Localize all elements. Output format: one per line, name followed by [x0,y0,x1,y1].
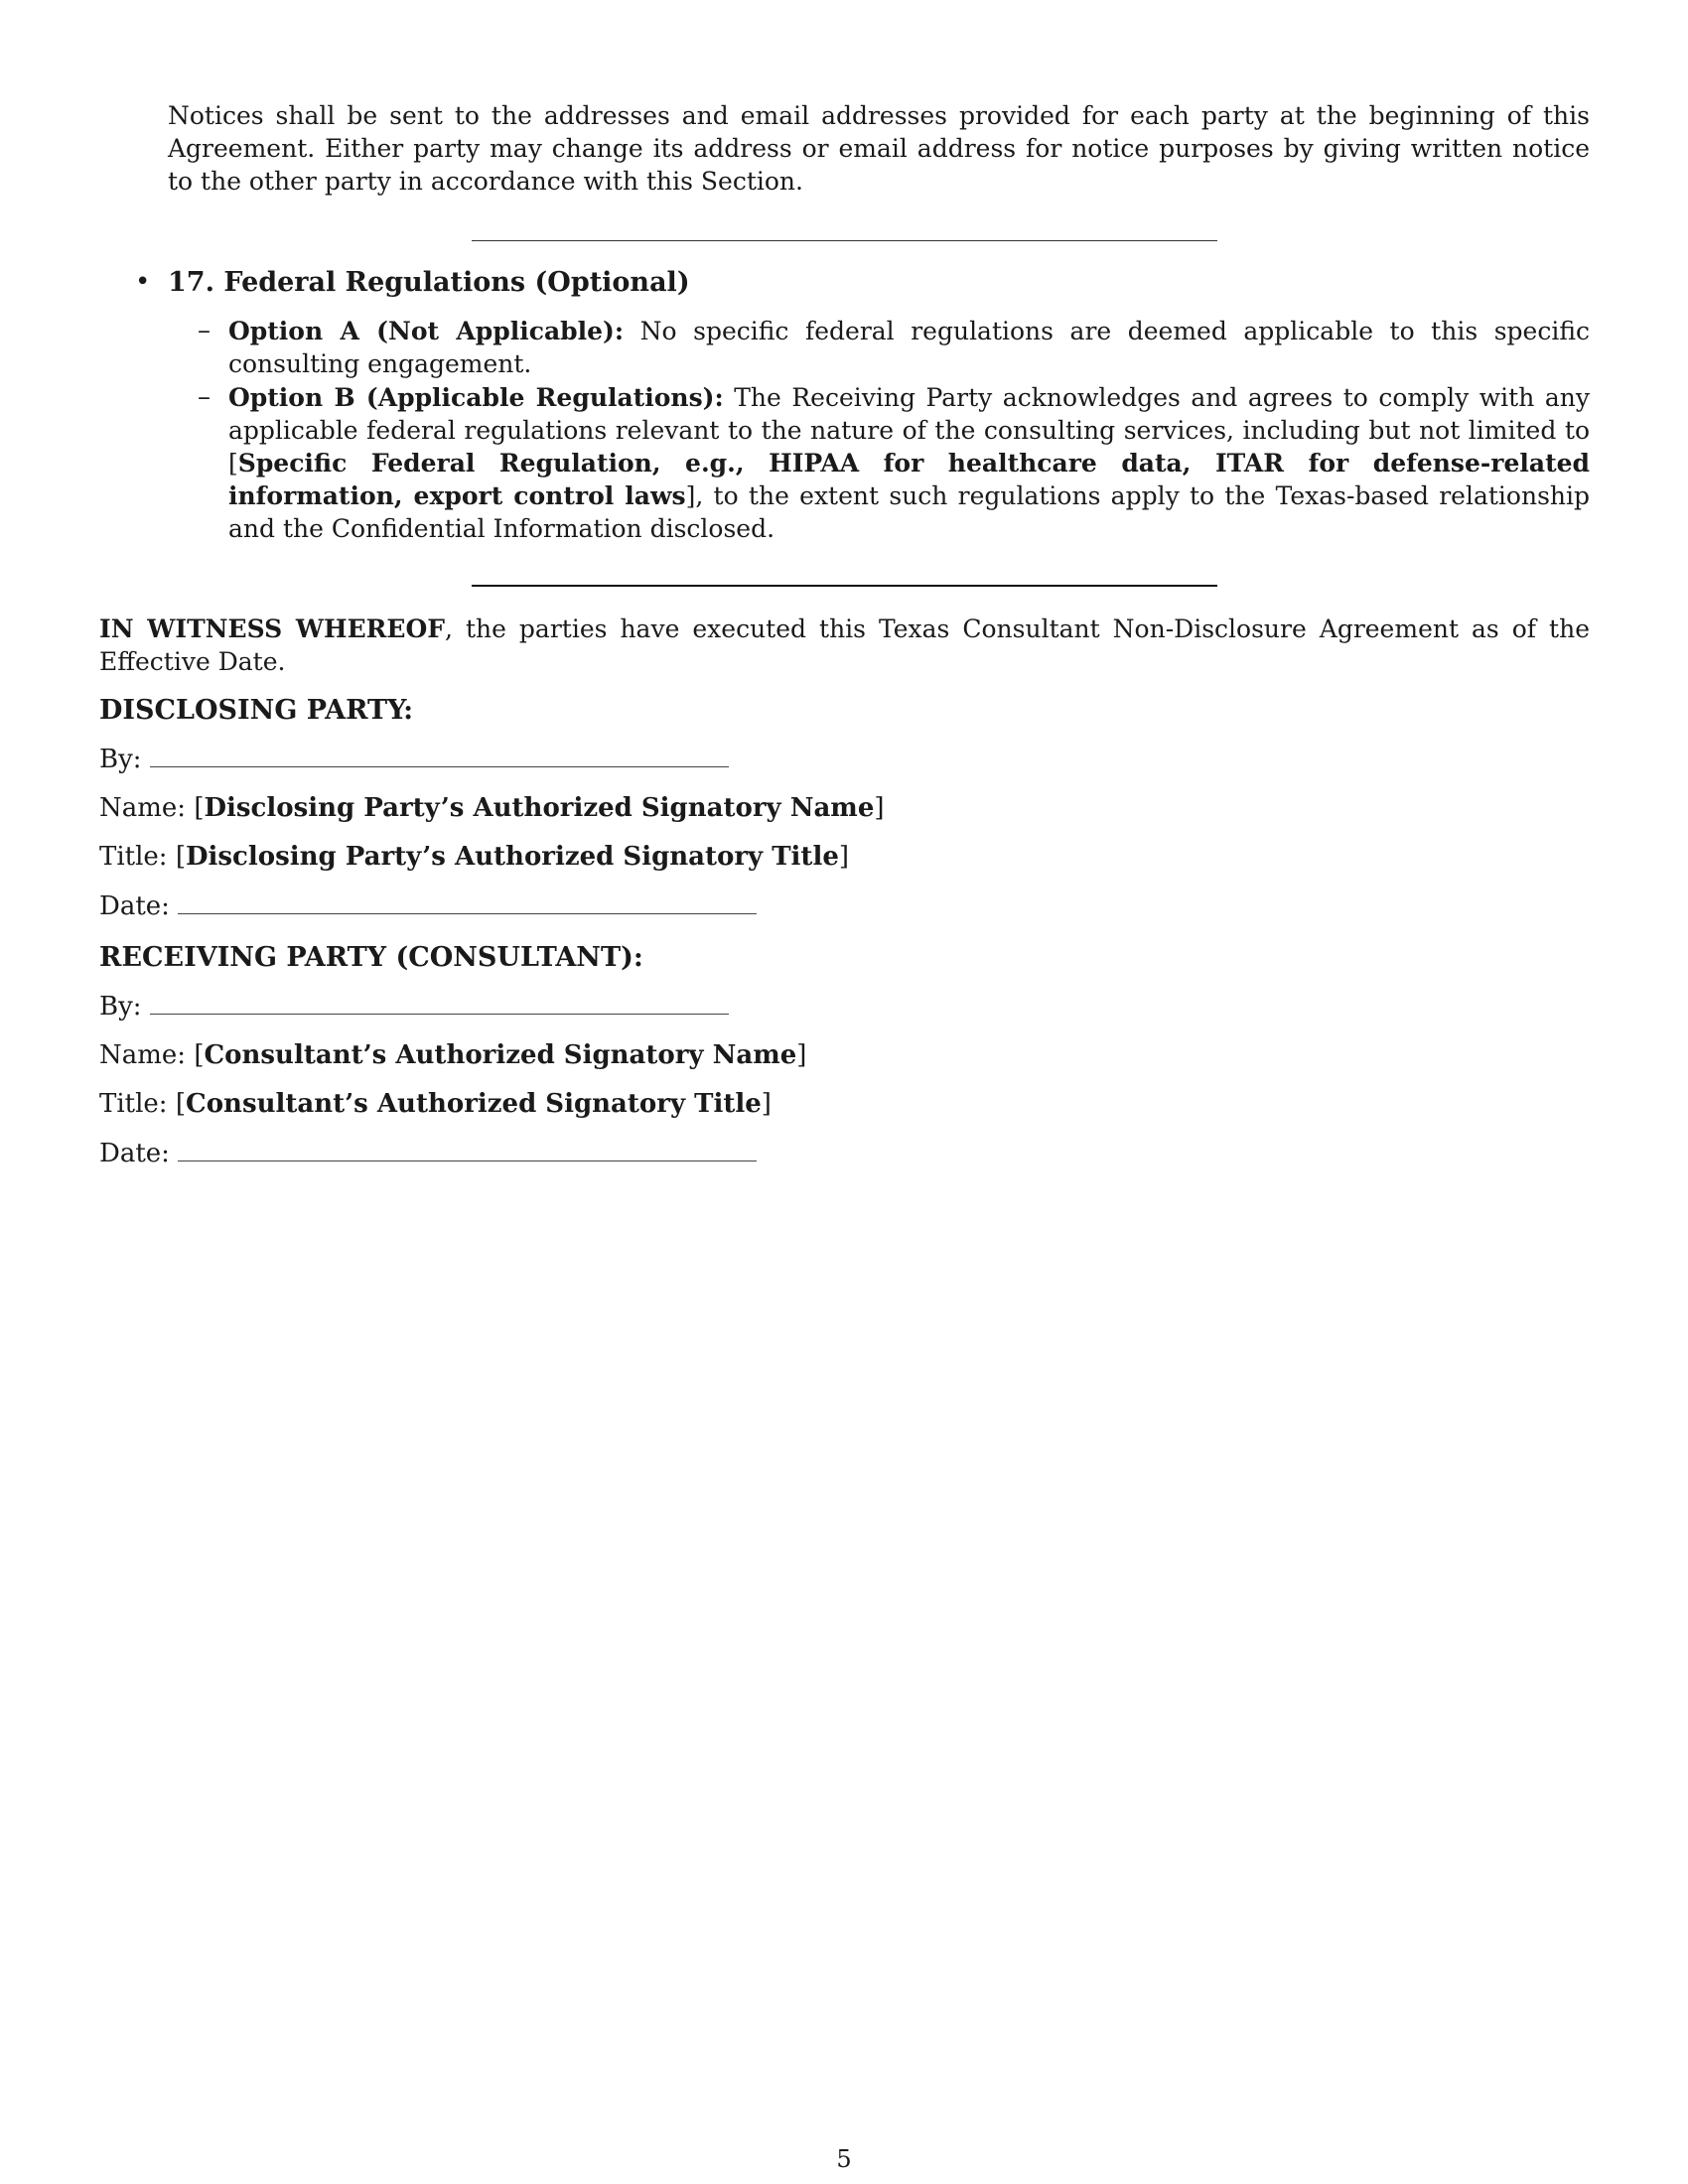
disclosing-title-label: Title: [99,842,168,872]
receiving-date-label: Date: [99,1139,170,1168]
option-a-item [228,315,1590,380]
bullet-marker: • [135,267,151,297]
disclosing-name-label: Name: [99,793,187,823]
section-heading: 17. Federal Regulations (Optional) [168,267,690,298]
disclosing-by-row [99,744,729,776]
disclosing-title-value: Disclosing Party’s Authorized Signatory Title [186,842,839,872]
section-divider [472,240,1217,241]
witness-text: , the parties have executed this Texas Consultant Non-Disclosure Agreement as of the Effective Date. [99,614,1591,676]
disclosing-title-row: Title: [Disclosing Party’s Authorized Signatory Title] [99,842,850,872]
witness-lead: IN WITNESS WHEREOF [99,614,446,643]
receiving-signature-line[interactable] [150,992,729,1015]
disclosing-signature-line[interactable] [150,745,729,767]
option-b-marker: – [198,382,211,412]
receiving-title-label: Title: [99,1089,168,1119]
notices-paragraph: Notices shall be sent to the addresses and email addresses provided for each party at the beginning of this Agreement. Either party may change its address or email address for notice purposes by giving written notice to the other party in accordance with this Section. [168,101,1590,196]
disclosing-name-value: Disclosing Party’s Authorized Signatory Name [204,793,875,823]
option-a-label: Option A (Not Applicable): [228,317,625,345]
disclosing-by-label: By: [99,745,142,774]
receiving-name-label: Name: [99,1040,187,1070]
option-b-label: Option B (Applicable Regulations): [228,383,724,412]
disclosing-date-line[interactable] [178,891,757,914]
option-b-item [228,381,1590,545]
option-b-text: The Receiving Party acknowledges and agrees to comply with any applicable federal regulations relevant to the nature of the consulting services, including but not limited to [ [228,383,1590,478]
receiving-by-row [99,991,729,1024]
receiving-date-line[interactable] [178,1139,757,1161]
receiving-title-value: Consultant’s Authorized Signatory Title [186,1089,762,1119]
receiving-by-label: By: [99,992,142,1022]
receiving-party-heading: RECEIVING PARTY (CONSULTANT): [99,942,643,973]
receiving-name-row: Name: [Consultant’s Authorized Signatory Name] [99,1040,807,1070]
signature-divider [472,585,1217,587]
option-b-placeholder: Specific Federal Regulation, e.g., HIPAA for healthcare data, ITAR for defense-related information, export control laws [228,449,1590,510]
witness-clause [99,613,1590,678]
receiving-name-value: Consultant’s Authorized Signatory Name [204,1040,797,1070]
page-number: 5 [836,2145,852,2173]
disclosing-party-heading: DISCLOSING PARTY: [99,695,414,726]
option-b-text-after: ], to the extent such regulations apply to the Texas-based relationship and the Confidential Information disclosed. [228,481,1590,543]
receiving-title-row: Title: [Consultant’s Authorized Signatory Title] [99,1089,772,1119]
option-a-text: No specific federal regulations are deemed applicable to this specific consulting engagement. [228,317,1591,378]
disclosing-name-row: Name: [Disclosing Party’s Authorized Signatory Name] [99,793,885,823]
receiving-date-row [99,1138,757,1170]
option-a-marker: – [198,316,211,345]
disclosing-date-label: Date: [99,891,170,921]
disclosing-date-row [99,890,757,923]
